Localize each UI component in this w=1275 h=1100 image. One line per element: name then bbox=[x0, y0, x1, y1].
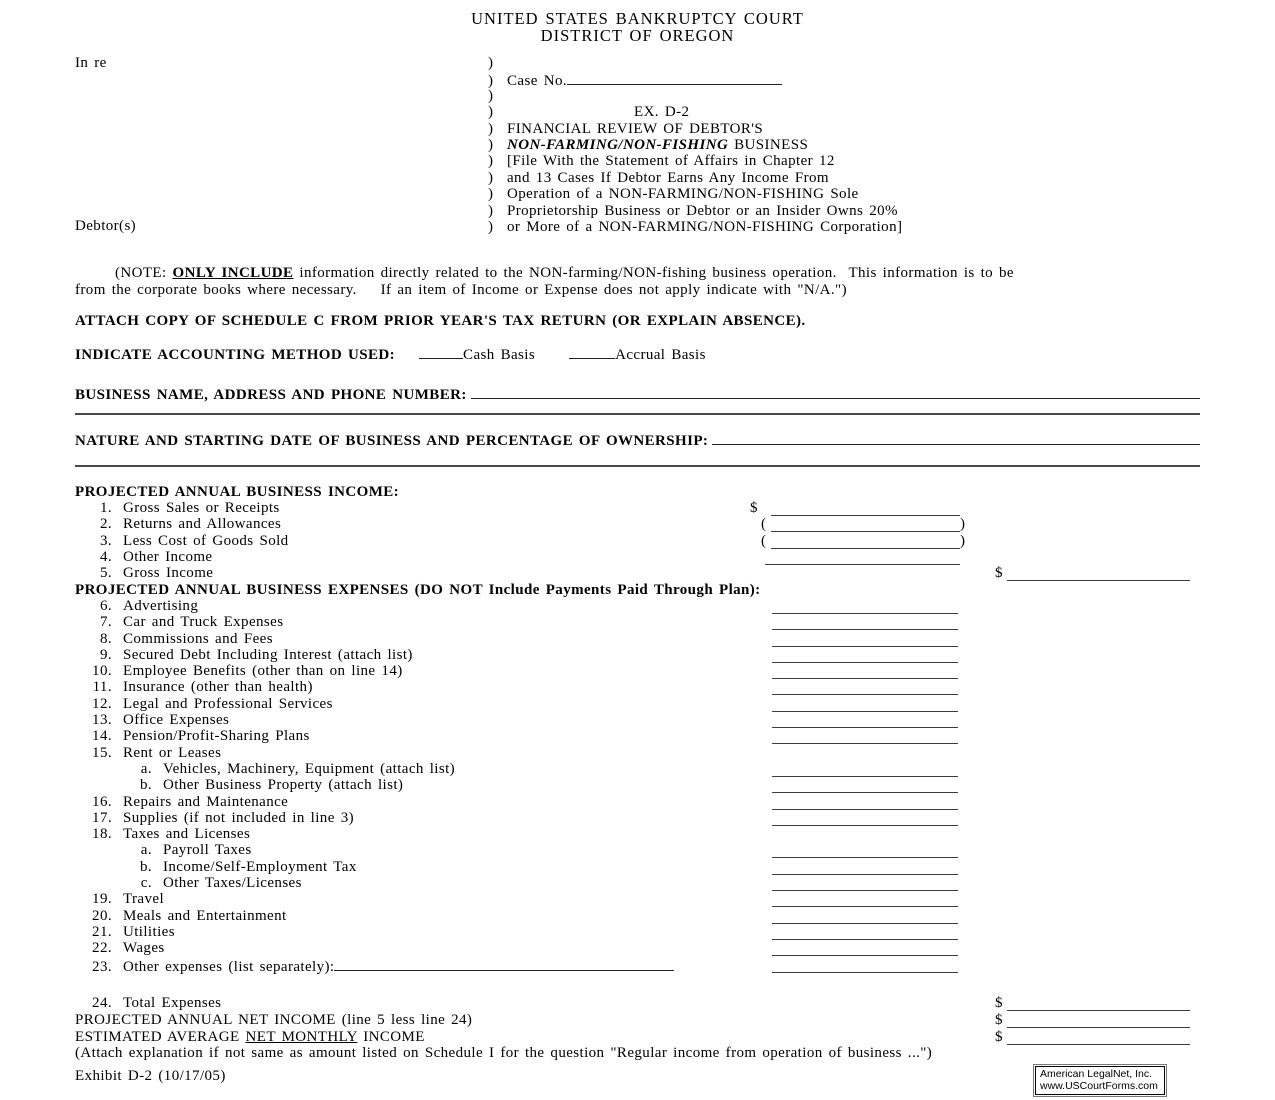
total-amount-field[interactable] bbox=[1007, 1031, 1190, 1045]
income-label: Returns and Allowances bbox=[123, 516, 282, 533]
caption-row bbox=[488, 121, 1200, 137]
note-paragraph bbox=[75, 265, 1200, 299]
expense-row bbox=[75, 794, 1200, 810]
expense-amount-field[interactable] bbox=[772, 861, 958, 875]
expense-number: a. bbox=[140, 842, 152, 859]
expense-amount-field[interactable] bbox=[772, 681, 958, 695]
expense-amount-field[interactable] bbox=[772, 714, 958, 728]
business-name-label: BUSINESS NAME, ADDRESS AND PHONE NUMBER: bbox=[75, 386, 467, 403]
expense-row bbox=[75, 663, 1200, 679]
caption-text: and 13 Cases If Debtor Earns Any Income From bbox=[507, 169, 829, 186]
expense-amount-field[interactable] bbox=[772, 796, 958, 810]
note-line2: from the corporate books where necessary. If an item of Income or Expense does not apply indicate with "N/A.") bbox=[75, 282, 847, 299]
net-monthly-underlined: NET MONTHLY bbox=[245, 1028, 358, 1045]
total-label: Total Expenses bbox=[123, 994, 222, 1011]
nature-of-business-label: NATURE AND STARTING DATE OF BUSINESS AND PERCENTAGE OF OWNERSHIP: bbox=[75, 432, 709, 449]
expense-row bbox=[75, 842, 1200, 858]
close-paren: ) bbox=[960, 532, 966, 549]
income-amount-field[interactable] bbox=[771, 502, 960, 516]
caption-text bbox=[507, 137, 808, 153]
expense-label: Commissions and Fees bbox=[123, 630, 273, 647]
income-amount-field[interactable] bbox=[765, 551, 960, 565]
income-row bbox=[75, 516, 1200, 532]
dollar-sign: $ bbox=[995, 1028, 1003, 1045]
caption-row bbox=[488, 219, 1200, 235]
district-title: DISTRICT OF OREGON bbox=[540, 26, 735, 45]
expense-amount-field[interactable] bbox=[772, 730, 958, 744]
expense-label: Employee Benefits (other than on line 14) bbox=[123, 663, 403, 680]
expense-number: b. bbox=[139, 777, 152, 794]
caption-row bbox=[488, 153, 1200, 169]
expense-row bbox=[75, 631, 1200, 647]
caption-paren: ) bbox=[488, 153, 494, 170]
caption-row bbox=[488, 71, 1200, 90]
caption-text-rest: BUSINESS bbox=[728, 136, 809, 153]
expense-amount-field[interactable] bbox=[772, 600, 958, 614]
income-amount-field[interactable] bbox=[771, 535, 960, 549]
income-number: 4. bbox=[99, 549, 112, 566]
cash-basis-label: Cash Basis bbox=[463, 346, 536, 363]
expense-row bbox=[75, 696, 1200, 712]
income-amount-field[interactable] bbox=[1007, 567, 1190, 581]
legalnet-company: American LegalNet, Inc. bbox=[1040, 1068, 1153, 1080]
expense-amount-field[interactable] bbox=[772, 812, 958, 826]
income-number: 3. bbox=[99, 532, 112, 549]
expense-number: 22. bbox=[92, 940, 112, 957]
caption-paren: ) bbox=[488, 218, 494, 235]
caption-paren: ) bbox=[488, 73, 494, 90]
expense-amount-field[interactable] bbox=[772, 926, 958, 940]
expense-number: 14. bbox=[92, 728, 112, 745]
expense-amount-field[interactable] bbox=[772, 633, 958, 647]
business-name-row bbox=[75, 385, 1200, 404]
expense-number: 19. bbox=[92, 891, 112, 908]
expense-row bbox=[75, 826, 1200, 842]
expense-list bbox=[75, 598, 1200, 973]
expense-number: 18. bbox=[92, 826, 112, 843]
expense-label: Other expenses (list separately): bbox=[123, 958, 335, 975]
expense-amount-field[interactable] bbox=[772, 763, 958, 777]
expense-number: a. bbox=[140, 760, 152, 777]
income-label: Gross Income bbox=[123, 565, 214, 582]
income-label: Other Income bbox=[123, 549, 213, 566]
legalnet-stamp bbox=[1035, 1066, 1165, 1095]
expense-label: Income/Self-Employment Tax bbox=[163, 858, 357, 875]
expense-row bbox=[75, 924, 1200, 940]
expense-label: Supplies (if not included in line 3) bbox=[123, 809, 355, 826]
caption-row bbox=[488, 88, 1200, 104]
expense-number: c. bbox=[140, 875, 152, 892]
caption-row bbox=[488, 137, 1200, 153]
expense-number: 12. bbox=[92, 695, 112, 712]
caption-row bbox=[488, 104, 1200, 120]
court-title: UNITED STATES BANKRUPTCY COURT bbox=[471, 9, 804, 28]
accrual-basis-blank-field[interactable] bbox=[569, 345, 615, 359]
nature-of-business-row bbox=[75, 431, 1200, 450]
income-section-heading: PROJECTED ANNUAL BUSINESS INCOME: bbox=[75, 483, 400, 500]
income-label: Less Cost of Goods Sold bbox=[123, 532, 289, 549]
caption-text: or More of a NON-FARMING/NON-FISHING Corporation] bbox=[507, 218, 903, 235]
in-re-label: In re bbox=[75, 55, 107, 71]
income-row bbox=[75, 565, 1200, 581]
expense-amount-field[interactable] bbox=[772, 844, 958, 858]
dollar-sign: $ bbox=[995, 994, 1003, 1011]
expense-amount-field[interactable] bbox=[772, 877, 958, 891]
attach-schedule-line: ATTACH COPY OF SCHEDULE C FROM PRIOR YEAR'S TAX RETURN (OR EXPLAIN ABSENCE). bbox=[75, 312, 806, 329]
income-number: 2. bbox=[99, 516, 112, 533]
expense-number: 6. bbox=[99, 597, 112, 614]
caption-paren: ) bbox=[488, 87, 494, 104]
caption-row bbox=[488, 55, 1200, 71]
dollar-sign: $ bbox=[995, 565, 1003, 582]
total-number: 24. bbox=[92, 994, 112, 1011]
caption-row bbox=[488, 170, 1200, 186]
caption-paren: ) bbox=[488, 55, 494, 71]
expense-number: 9. bbox=[99, 646, 112, 663]
total-label: PROJECTED ANNUAL NET INCOME (line 5 less line 24) bbox=[75, 1011, 473, 1028]
expense-amount-field[interactable] bbox=[772, 779, 958, 793]
total-amount-field[interactable] bbox=[1007, 997, 1190, 1011]
open-paren: ( bbox=[761, 516, 767, 533]
expense-row bbox=[75, 614, 1200, 630]
caption-paren: ) bbox=[488, 120, 494, 137]
expense-number: 8. bbox=[99, 630, 112, 647]
expense-row bbox=[75, 957, 1200, 973]
expense-row bbox=[75, 761, 1200, 777]
caption-paren: ) bbox=[488, 136, 494, 153]
debtors-label: Debtor(s) bbox=[75, 218, 137, 235]
expense-amount-field[interactable] bbox=[772, 649, 958, 663]
income-row bbox=[75, 500, 1200, 516]
expense-label: Other Taxes/Licenses bbox=[163, 875, 302, 892]
caption-left-column bbox=[75, 55, 488, 235]
expense-row bbox=[75, 875, 1200, 891]
expense-row bbox=[75, 891, 1200, 907]
expense-label: Other Business Property (attach list) bbox=[163, 777, 404, 794]
expense-number: b. bbox=[139, 858, 152, 875]
total-row bbox=[75, 1012, 1200, 1029]
expense-row bbox=[75, 598, 1200, 614]
expense-amount-field[interactable] bbox=[772, 893, 958, 907]
nature-of-business-field[interactable] bbox=[712, 431, 1200, 445]
expense-number: 7. bbox=[99, 614, 112, 631]
expense-number: 16. bbox=[92, 793, 112, 810]
dollar-sign: $ bbox=[750, 500, 758, 517]
expense-number: 20. bbox=[92, 907, 112, 924]
totals-section bbox=[75, 995, 1200, 1046]
cash-basis-blank-field[interactable] bbox=[419, 345, 463, 359]
caption-row bbox=[488, 186, 1200, 202]
case-no-field[interactable] bbox=[567, 71, 782, 85]
expense-label: Secured Debt Including Interest (attach list) bbox=[123, 646, 413, 663]
exhibit-footer-label: Exhibit D-2 (10/17/05) bbox=[75, 1068, 226, 1085]
expense-row bbox=[75, 712, 1200, 728]
expense-label: Insurance (other than health) bbox=[123, 679, 313, 696]
expense-label: Office Expenses bbox=[123, 712, 230, 729]
caption-paren: ) bbox=[488, 169, 494, 186]
business-name-field[interactable] bbox=[471, 385, 1200, 399]
nature-of-business-second-line[interactable] bbox=[75, 465, 1200, 467]
income-list bbox=[75, 500, 1200, 581]
non-farming-emphasis: NON-FARMING/NON-FISHING bbox=[507, 136, 729, 153]
attach-explanation-note: (Attach explanation if not same as amount listed on Schedule I for the question "Regular income from operation of business ...") bbox=[75, 1045, 933, 1062]
expense-row bbox=[75, 647, 1200, 663]
total-label-suffix: INCOME bbox=[357, 1028, 425, 1045]
expenses-section-heading: PROJECTED ANNUAL BUSINESS EXPENSES (DO NOT Include Payments Paid Through Plan): bbox=[75, 581, 761, 598]
exhibit-number-label: EX. D-2 bbox=[634, 104, 690, 121]
total-row bbox=[75, 995, 1200, 1012]
expense-label: Car and Truck Expenses bbox=[123, 614, 284, 631]
expense-label: Utilities bbox=[123, 923, 175, 940]
total-row bbox=[75, 1029, 1200, 1046]
expense-amount-field[interactable] bbox=[772, 665, 958, 679]
note-prefix: (NOTE: bbox=[115, 265, 173, 282]
note-line1-rest: information directly related to the NON-farming/NON-fishing business operation. This information is to be bbox=[293, 265, 1014, 282]
expense-label: Pension/Profit-Sharing Plans bbox=[123, 728, 310, 745]
expense-row bbox=[75, 859, 1200, 875]
expense-label: Taxes and Licenses bbox=[123, 826, 251, 843]
expense-row bbox=[75, 777, 1200, 793]
expense-row bbox=[75, 679, 1200, 695]
income-number: 1. bbox=[99, 500, 112, 517]
caption-row bbox=[488, 203, 1200, 219]
total-amount-field[interactable] bbox=[1007, 1014, 1190, 1028]
income-label: Gross Sales or Receipts bbox=[123, 500, 280, 517]
close-paren: ) bbox=[960, 516, 966, 533]
expense-label: Repairs and Maintenance bbox=[123, 793, 289, 810]
expense-row bbox=[75, 745, 1200, 761]
total-label bbox=[75, 1029, 425, 1045]
caption-paren: ) bbox=[488, 202, 494, 219]
expense-row bbox=[75, 728, 1200, 744]
expense-number: 23. bbox=[92, 958, 112, 975]
expense-amount-field[interactable] bbox=[772, 910, 958, 924]
expense-row bbox=[75, 940, 1200, 956]
business-name-second-line[interactable] bbox=[75, 413, 1200, 415]
caption-rows bbox=[488, 55, 1200, 235]
expense-number: 15. bbox=[92, 744, 112, 761]
caption-text: FINANCIAL REVIEW OF DEBTOR'S bbox=[507, 120, 764, 137]
caption-text: [File With the Statement of Affairs in Chapter 12 bbox=[507, 153, 835, 170]
expense-number: 10. bbox=[92, 663, 112, 680]
income-row bbox=[75, 549, 1200, 565]
total-label-prefix: ESTIMATED AVERAGE bbox=[75, 1028, 246, 1045]
expense-label: Payroll Taxes bbox=[163, 842, 252, 859]
caption-text: Proprietorship Business or Debtor or an Insider Owns 20% bbox=[507, 202, 898, 219]
expense-amount-field[interactable] bbox=[772, 698, 958, 712]
expense-number: 13. bbox=[92, 712, 112, 729]
expense-number: 11. bbox=[92, 679, 112, 696]
caption-paren: ) bbox=[488, 104, 494, 121]
expense-label: Meals and Entertainment bbox=[123, 907, 287, 924]
income-number: 5. bbox=[99, 565, 112, 582]
expense-label: Travel bbox=[123, 891, 165, 908]
note-only-include: ONLY INCLUDE bbox=[172, 265, 294, 282]
legalnet-url: www.USCourtForms.com bbox=[1040, 1079, 1158, 1092]
expense-label: Legal and Professional Services bbox=[123, 695, 333, 712]
expense-label: Advertising bbox=[123, 597, 199, 614]
expense-amount-field[interactable] bbox=[772, 942, 958, 956]
expense-number: 21. bbox=[92, 923, 112, 940]
expense-amount-field[interactable] bbox=[772, 616, 958, 630]
income-row bbox=[75, 533, 1200, 549]
case-no-label: Case No. bbox=[507, 73, 567, 90]
accrual-basis-label: Accrual Basis bbox=[615, 346, 706, 363]
expense-row bbox=[75, 908, 1200, 924]
expense-row bbox=[75, 810, 1200, 826]
accounting-method-row bbox=[75, 345, 1200, 364]
caption-paren: ) bbox=[488, 186, 494, 203]
caption-text: Operation of a NON-FARMING/NON-FISHING Sole bbox=[507, 186, 859, 203]
expense-number: 17. bbox=[92, 809, 112, 826]
expense-label: Rent or Leases bbox=[123, 744, 222, 761]
expense-label: Vehicles, Machinery, Equipment (attach list) bbox=[163, 760, 456, 777]
case-caption bbox=[75, 55, 1200, 235]
expense-label: Wages bbox=[123, 940, 165, 957]
expense-detail-field[interactable] bbox=[334, 957, 674, 971]
income-amount-field[interactable] bbox=[771, 518, 960, 532]
expense-amount-field[interactable] bbox=[772, 959, 958, 973]
dollar-sign: $ bbox=[995, 1011, 1003, 1028]
accounting-method-label: INDICATE ACCOUNTING METHOD USED: bbox=[75, 346, 396, 363]
open-paren: ( bbox=[761, 532, 767, 549]
